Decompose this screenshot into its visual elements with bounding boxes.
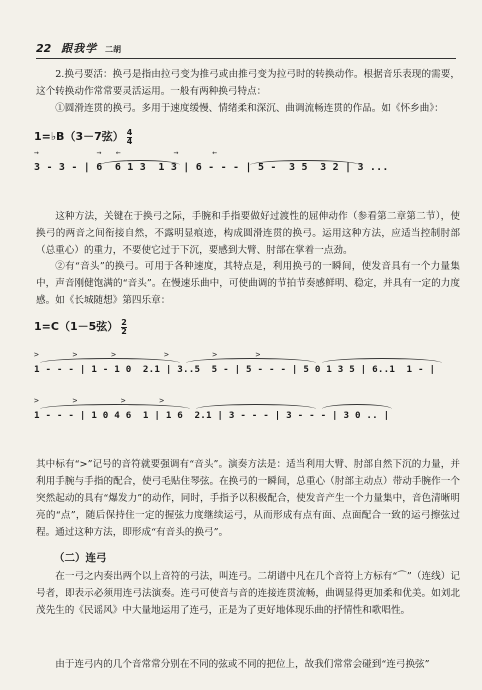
paragraph-4: ②有“音头”的换弓。可用于各种速度，其特点是，利用换弓的一瞬间，使发音具有一个力量集中，声音刚健饱满的“音头”。在慢速乐曲中，可使曲调的节拍节奏感鲜明、稳定，并具有一定的力度感。如《长城随想》第四乐章： <box>36 261 460 306</box>
score2-slur-1 <box>40 358 180 363</box>
paragraph-7: 由于连弓内的几个音常常分别在不同的弦或不同的把位上，故我们常常会碰到“连弓换弦” <box>55 659 430 670</box>
score2-line-1: 1 - - - | 1 - 1 0 2.1 | 3..5 5 - | 5 - - - | 5 0 1 3 5 | 6..1 1 - | <box>34 364 436 375</box>
score2-key-text: 1=C（1－5弦） <box>34 320 119 333</box>
score2-time-signature <box>121 319 127 336</box>
paragraph-5: 其中标有“>”记号的音符就要强调有“音头”。演奏方法是：适当利用大臂、肘部自然下沉的力量，并利用手腕与手指的配合，使弓毛贴住琴弦。在换弓的一瞬间，总重心（肘部主动点）带动手腕作一个突然起动的具有“爆发力”的动作，同时，手指予以积极配合，使发音产生一个力量集中，音色清晰明亮的“点”，随后保持住一定的握弦力度继续运弓，从而形成有点有面、点面配合一致的运弓擦弦过程。通过这种方法，即形成“有音头的换弓”。 <box>36 459 460 538</box>
score1-key-text: 1=♭B（3－7弦） <box>34 130 124 143</box>
score1-notes: 3 - 3 - | 6 6 1 3 1 3 | 6 - - - | 5 - 3 5 3 2 | 3 ... <box>34 162 389 173</box>
score1-time-signature <box>127 129 133 146</box>
score2-accent-marks-2: > > > > <box>34 396 165 405</box>
score2-time-num: 2 <box>121 317 127 327</box>
paragraph-2: ①圆滑连贯的换弓。多用于速度缓慢、情绪柔和深沉、曲调流畅连贯的作品。如《怀乡曲》： <box>55 103 444 114</box>
score2-line-2: 1 - - - | 1 0 4 6 1 | 1 6 2.1 | 3 - - - | 3 - - - | 3 0 .. | <box>34 410 390 421</box>
score2-time-den: 2 <box>121 326 127 336</box>
score1-key <box>34 128 132 146</box>
score2-key <box>34 318 127 336</box>
section-title: （二）连弓 <box>54 552 107 564</box>
score2-slur-2 <box>186 358 316 363</box>
score2-slur-4 <box>40 404 190 409</box>
score2-slur-5 <box>196 404 316 409</box>
paragraph-3: 这种方法，关键在于换弓之际，手腕和手指要做好过渡性的屈伸动作（参看第二章第二节），使换弓的两音之间衔接自然，不露明显痕迹，构成圆滑连贯的换弓。运用这种方法，应适当控制肘部（总重心）的重力，不要使它过于下沉，要感到大臂、肘部在掌着一点劲。 <box>36 211 460 256</box>
page-header <box>36 40 456 59</box>
page-number: 22 <box>36 42 52 55</box>
score1-time-num: 4 <box>126 127 133 137</box>
book-subtitle: 二胡 <box>105 45 121 54</box>
score2-accent-marks-1: > > > > > > <box>34 350 261 359</box>
score2-slur-6 <box>322 404 392 409</box>
paragraph-1: 2.换弓要活：换弓是指由拉弓变为推弓或由推弓变为拉弓时的转换动作。根据音乐表现的需要，这个转换动作常常要灵活运用。一般有两种换弓特点： <box>36 69 460 97</box>
score2-slur-3 <box>322 358 442 363</box>
paragraph-6: 在一弓之内奏出两个以上音符的弓法，叫连弓。二胡谱中凡在几个音符上方标有“⌒”（连线）记号者，即表示必须用连弓法演奏。连弓可使音与音的连接连贯流畅，曲调显得更加柔和优美。如刘北茂先生的《民谣风》中大量地运用了连弓，正是为了更好地体现乐曲的抒情性和歌唱性。 <box>36 571 460 616</box>
score1-bow-marks: → → ← → ← <box>34 148 218 157</box>
book-title: 跟我学 <box>61 42 98 55</box>
score1-time-den: 4 <box>126 136 133 146</box>
